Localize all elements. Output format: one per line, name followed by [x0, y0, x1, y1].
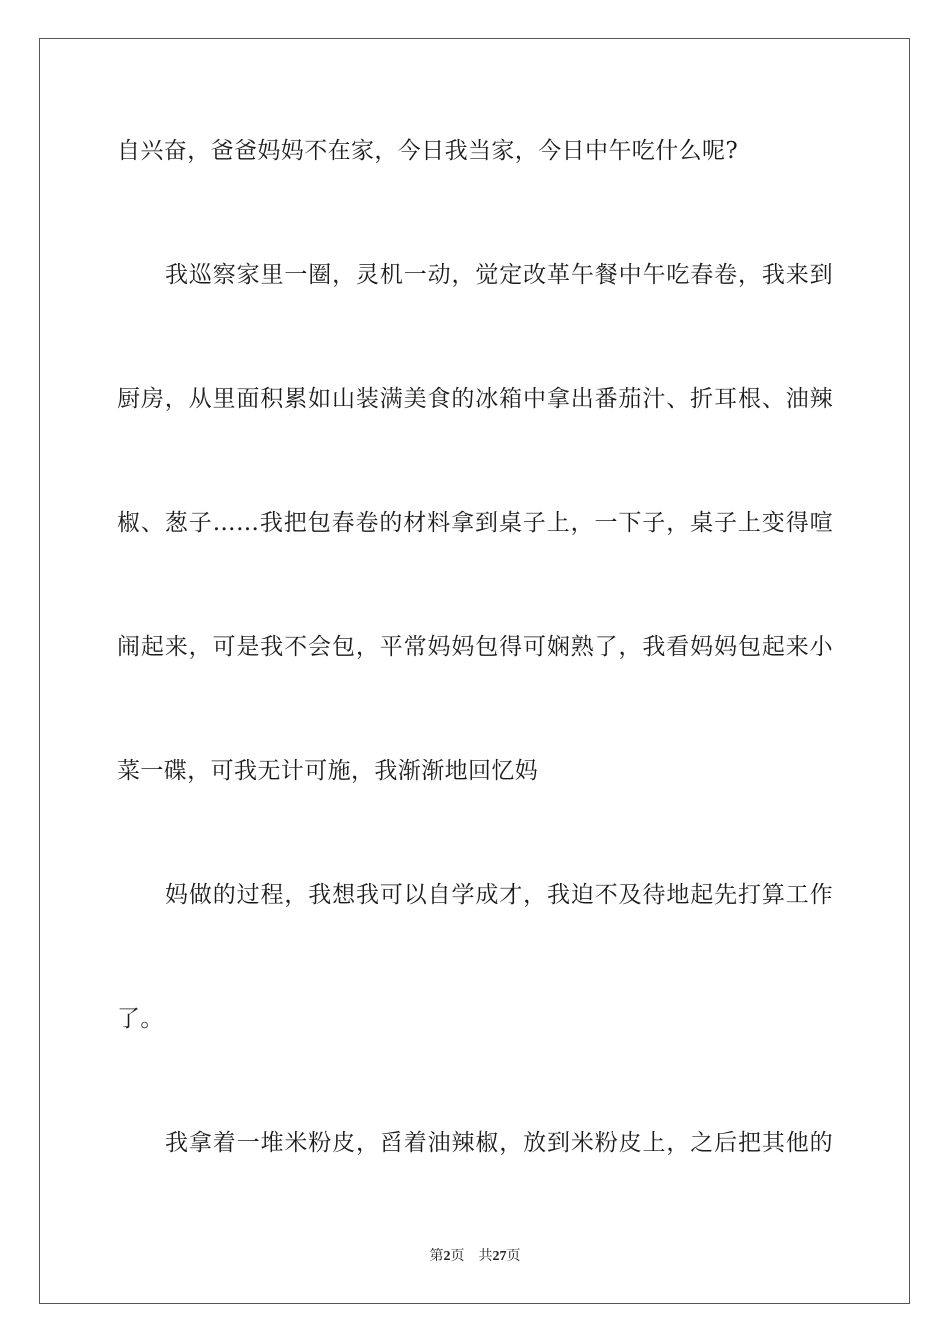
text-line-2: 我巡察家里一圈，灵机一动，觉定改革午餐中午吃春卷，我来到 [165, 262, 833, 288]
text-line-7: 妈做的过程，我想我可以自学成才，我迫不及待地起先打算工作 [165, 882, 833, 908]
page-suffix: 页 [450, 1248, 465, 1264]
text-line-1: 自兴奋，爸爸妈妈不在家，今日我当家，今日中午吃什么呢? [117, 138, 739, 164]
total-prefix: 共 [478, 1248, 493, 1264]
page-frame [39, 38, 910, 1304]
total-suffix: 页 [506, 1248, 521, 1264]
text-line-5: 闹起来，可是我不会包，平常妈妈包得可娴熟了，我看妈妈包起来小 [117, 634, 833, 660]
page-number: 2 [443, 1249, 451, 1264]
text-line-9: 我拿着一堆米粉皮，舀着油辣椒，放到米粉皮上，之后把其他的 [165, 1130, 833, 1156]
text-line-6: 菜一碟，可我无计可施，我渐渐地回忆妈 [117, 758, 539, 784]
text-line-3: 厨房，从里面积累如山装满美食的冰箱中拿出番茄汁、折耳根、油辣 [117, 386, 833, 412]
text-line-4: 椒、葱子……我把包春卷的材料拿到桌子上，一下子，桌子上变得喧 [117, 510, 833, 536]
page-prefix: 第 [429, 1248, 444, 1264]
text-line-8: 了。 [117, 1006, 164, 1032]
page-footer [0, 1246, 950, 1267]
total-pages: 27 [492, 1249, 507, 1264]
